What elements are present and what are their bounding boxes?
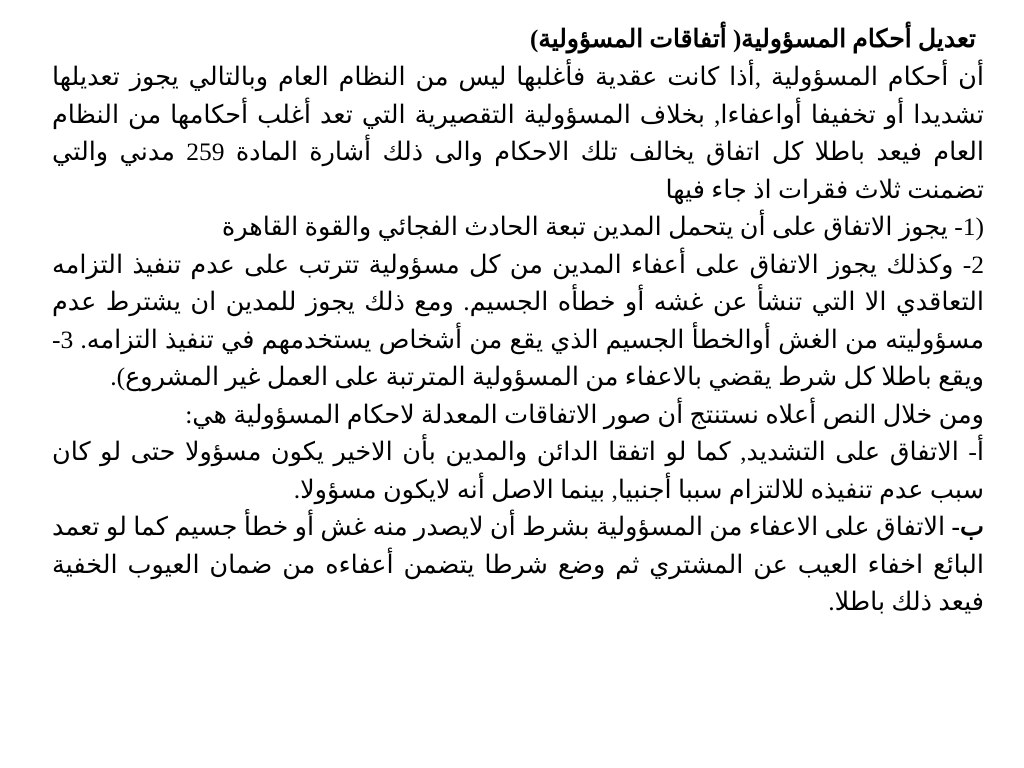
item-a-paragraph: أ- الاتفاق على التشديد, كما لو اتفقا الدائن والمدين بأن الاخير يكون مسؤولا حتى لو كان سبب عدم تنفيذه للالتزام سببا أجنبيا, بينما الاصل أنه لايكون مسؤولا. [52, 437, 984, 504]
item-b-label: ب- [951, 512, 984, 541]
item-b-paragraph [52, 508, 984, 621]
clause-1-paragraph: (1- يجوز الاتفاق على أن يتحمل المدين تبعة الحادث الفجائي والقوة القاهرة [221, 212, 984, 241]
document-title: تعديل أحكام المسؤولية( أتفاقات المسؤولية) [530, 26, 976, 53]
intro-paragraph: أن أحكام المسؤولية ,أذا كانت عقدية فأغلبها ليس من النظام العام وبالتالي يجوز تعديلها تشديدا أو تخفيفا أواعفاءا, بخلاف المسؤولية التقصيرية التي تعد أغلب أحكامها من النظام العام فيعد باطلا كل اتفاق يخالف تلك الاحكام والى ذلك أشارة المادة 259 مدني والتي تضمنت ثلاث فقرات اذ جاء فيها [52, 62, 984, 204]
item-b-text: الاتفاق على الاعفاء من المسؤولية بشرط أن لايصدر منه غش أو خطأ جسيم كما لو تعمد البائع اخفاء العيب عن المشتري ثم وضع شرطا يتضمن أعفاءه من ضمان العيوب الخفية فيعد ذلك باطلا. [52, 512, 984, 616]
clause-2-3-paragraph: 2- وكذلك يجوز الاتفاق على أعفاء المدين من كل مسؤولية تترتب على عدم تنفيذ التزامه التعاقدي الا التي تنشأ عن غشه أو خطأه الجسيم. ومع ذلك يجوز للمدين ان يشترط عدم مسؤوليته من الغش أوالخطأ الجسيم الذي يقع من أشخاص يستخدمهم في تنفيذ التزامه. 3- ويقع باطلا كل شرط يقضي بالاعفاء من المسؤولية المترتبة على العمل غير المشروع). [52, 249, 984, 391]
conclusion-paragraph: ومن خلال النص أعلاه نستنتج أن صور الاتفاقات المعدلة لاحكام المسؤولية هي: [185, 399, 984, 429]
